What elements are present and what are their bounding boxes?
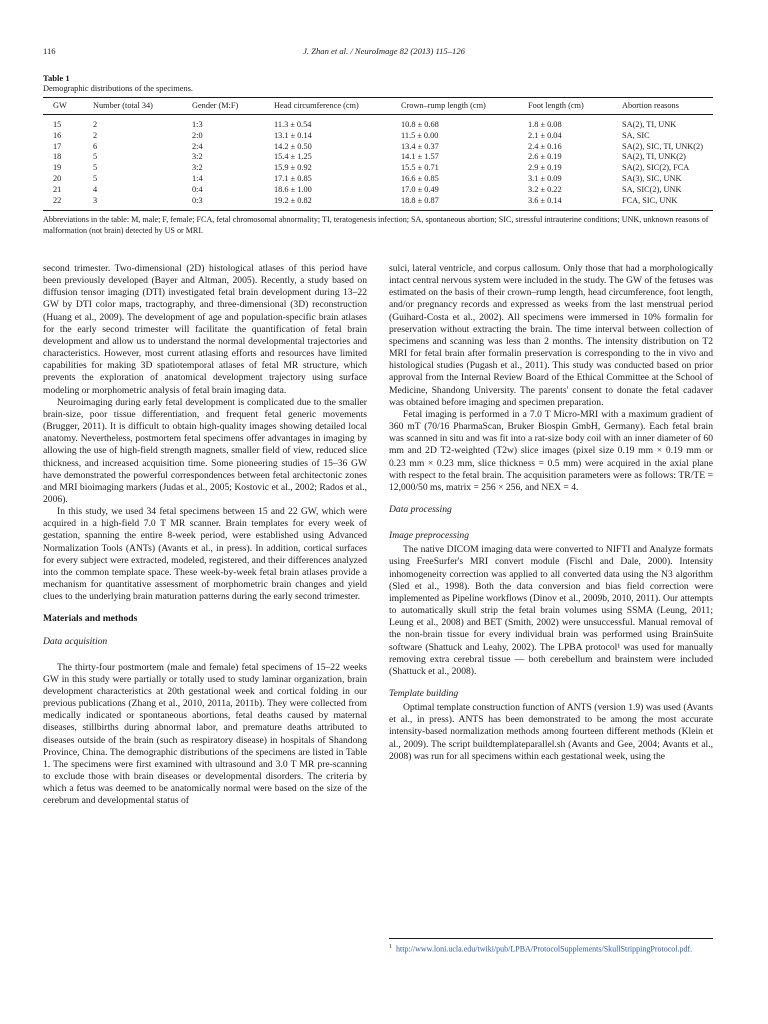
- table-cell: 14.2 ± 0.50: [274, 141, 312, 151]
- column-header: Gender (M:F): [182, 98, 264, 115]
- right-text-column: [389, 263, 713, 763]
- table-cell: 11.5 ± 0.00: [401, 130, 439, 140]
- table-cell: 15.9 ± 0.92: [274, 163, 312, 173]
- table-cell: 1:4: [192, 173, 203, 183]
- table-cell: 0:4: [192, 184, 203, 194]
- paragraph: The native DICOM imaging data were converted to NIFTI and Analyze formats using FreeSurfer's MRI convert module (Fischl and Dale, 2000). Intensity inhomogeneity correction was applied to all converted data using the N3 algorithm (Sled et al., 1998). Both the data conversion and bias field correction were implemented as Pipeline workflows (Dinov et al., 2009b, 2010, 2011). Our attempts to automatically skull strip the fetal brain volumes using SSMA (Leung, 2011; Leung et al., 2008) and BET (Smith, 2002) were unsuccessful. Manual removal of the non-brain tissue for every individual brain was performed using BrainSuite software (Shattuck and Leahy, 2002). The LPBA protocol¹ was used for manually removing extra cerebral tissue — both cerebellum and brainstem were included (Shattuck et al., 2008).: [389, 544, 713, 677]
- table-cell: 2: [93, 120, 98, 129]
- table-row: [43, 152, 713, 163]
- table-cell: 6: [93, 141, 98, 151]
- table-cell: 14.1 ± 1.57: [401, 152, 439, 162]
- paragraph: Fetal imaging is performed in a 7.0 T Micro-MRI with a maximum gradient of 360 mT (70/16 PharmaScan, Bruker Biospin GmbH, Germany). Each fetal brain was scanned in situ and was fit into a rat-size body coil with an inner diameter of 60 mm and 2D T2-weighted (T2w) slice images (pixel size 0.19 mm × 0.19 mm or 0.23 mm × 0.23 mm, slice thickness = 0.5 mm) were acquired in the axial plane with respect to the fetal brain. The acquisition parameters were as follows: TR/TE = 12,000/50 ms, matrix = 256 × 256, and NEX = 4.: [389, 408, 713, 493]
- table-cell: 10.8 ± 0.68: [401, 120, 439, 129]
- table-cell: 2:4: [192, 141, 203, 151]
- table-cell: 3:2: [192, 152, 203, 162]
- table-cell: 1.8 ± 0.08: [528, 120, 562, 129]
- table-cell: 18.6 ± 1.00: [274, 184, 312, 194]
- table-cell: SA, SIC(2), UNK: [622, 184, 682, 194]
- section-heading: Materials and methods: [43, 613, 138, 625]
- table-cell: SA(2), SIC, TI, UNK(2): [622, 141, 703, 151]
- left-text-column: [43, 263, 367, 808]
- column-header: Foot length (cm): [518, 98, 612, 115]
- footnote-marker: 1: [389, 944, 392, 950]
- table-cell: 21: [53, 184, 62, 194]
- table-cell: 22: [43, 196, 83, 211]
- subsubsection-heading: Template building: [389, 688, 459, 699]
- table-row: [43, 142, 713, 153]
- table-cell: 3:2: [192, 163, 203, 173]
- table-cell: 5: [93, 163, 98, 173]
- table-row: [43, 174, 713, 185]
- paragraph: second trimester. Two-dimensional (2D) histological atlases of this period have been previously developed (Bayer and Altman, 2005). Recently, a study based on diffusion tensor imaging (DTI) investigated fetal brain development during 13–22 GW by DTI color maps, tractography, and three-dimensional (3D) reconstruction (Huang et al., 2009). The development of age and population-specific brain atlases for the early second trimester will facilitate the quantification of fetal brain development and allow us to understand the normal developmental trajectories and characteristics. However, most current atlasing efforts and resources have limited capabilities for making 3D spatiotemporal atlases of fetal MR structure, which prevents the exploration of anatomical development trajectory using surface modeling or morphometric analysis of fetal brain imaging data.: [43, 263, 367, 396]
- paragraph: sulci, lateral ventricle, and corpus callosum. Only those that had a morphologically intact central nervous system were included in the study. The GW of the fetuses was estimated on the basis of their crown–rump length, head circumference, foot length, and/or pregnancy records and expressed as weeks from the last menstrual period (Guihard-Costa et al., 2002). All specimens were immersed in 10% formalin for preservation without extracting the brain. The time interval between collection of specimens and scanning was less than 2 months. The intensity distribution on T2 MRI for fetal brain after formalin preservation is corresponding to the in vivo and histological studies (Pugash et al., 2011). This study was conducted based on prior approval from the Internal Review Board of the Ethical Committee at the School of Medicine, Shandong University. The parents' consent to donate the fetal cadaver was obtained before imaging and specimen preparation.: [389, 263, 713, 408]
- table-cell: 1:3: [192, 120, 203, 129]
- subsubsection-heading: Image preprocessing: [389, 530, 470, 542]
- table-cell: 15: [53, 120, 62, 129]
- table-cell: 17.1 ± 0.85: [274, 173, 312, 183]
- table-cell: 2.6 ± 0.19: [528, 152, 562, 162]
- table-cell: 3: [83, 196, 182, 211]
- table-label: Table 1: [43, 73, 70, 83]
- table-cell: 18.8 ± 0.87: [391, 196, 518, 211]
- column-header: Head circumference (cm): [264, 98, 391, 115]
- table-cell: 2:0: [192, 130, 203, 140]
- page-number: 116: [43, 46, 56, 56]
- table-cell: 19: [53, 163, 62, 173]
- paragraph: Neuroimaging during early fetal development is complicated due to the smaller brain-size, poor tissue differentiation, and frequent fetal generic movements (Brugger, 2011). It is difficult to obtain high-quality images showing detailed local anatomy. Nevertheless, postmortem fetal specimens offer advantages in imaging by allowing the use of high-field strength magnets, smaller field of view, reduced slice thickness, and increased acquisition time. Some pioneering studies of 15–36 GW have demonstrated the powerful correspondences between fetal architectonic zones and MRI bioimaging markers (Judas et al., 2005; Kostovic et al., 2002; Rados et al., 2006).: [43, 396, 367, 505]
- table-cell: 13.1 ± 0.14: [274, 130, 312, 140]
- table-cell: SA(2), SIC(2), FCA: [622, 163, 690, 173]
- table-cell: 19.2 ± 0.82: [264, 196, 391, 211]
- table-cell: 5: [93, 152, 98, 162]
- paragraph: In this study, we used 34 fetal specimens between 15 and 22 GW, which were acquired in a high-field 7.0 T MR scanner. Brain templates for every week of gestation, spanning the entire 8-week period, were established using Advanced Normalization Tools (ANTs) (Avants et al., in press). In addition, cortical surfaces for every subject were extracted, modeled, registered, and their differences analyzed into the common template space. These week-by-week fetal brain atlases provide a mechanism for quantitative assessment of morphometric brain changes and yield clues to the underlying brain maturation patterns during the early second trimester.: [43, 506, 367, 603]
- column-header: GW: [43, 98, 83, 115]
- demographics-table: [43, 97, 713, 211]
- paragraph: The thirty-four postmortem (male and female) fetal specimens of 15–22 weeks GW in this study were partially or totally used to study laminar organization, brain development characteristics at 20th gestational week and cortical folding in our previous publications (Zhang et al., 2010, 2011a, 2011b). They were collected from medically indicated or spontaneous abortions, fetal deaths caused by maternal diseases, stillbirths during abnormal labor, and premature deaths attributed to diseases outside of the brain (such as respiratory disease) in hospitals of Shandong Province, China. The demographic distributions of the specimens are listed in Table 1. The specimens were first examined with ultrasound and 3.0 T MR pre-scanning to exclude those with brain diseases or developmental disorders. The criteria by which a fetus was deemed to be anatomically normal were based on the size of the cerebrum and developmental status of: [43, 661, 367, 807]
- table-cell: 2: [93, 130, 98, 140]
- paragraph: Optimal template construction function of ANTS (version 1.9) was used (Avants et al., in press). ANTS has been demonstrated to be among the most accurate intensity-based normalization methods among fourteen different methods (Klein et al., 2009). The script buildtemplateparallel.sh (Avants and Gee, 2004; Avants et al., 2008) was run for all specimens within each gestational week, using the: [389, 702, 713, 762]
- subsection-heading: Data processing: [389, 503, 452, 515]
- table-cell: 18: [53, 152, 62, 162]
- table-cell: 2.4 ± 0.16: [528, 141, 562, 151]
- table-cell: 0:3: [182, 196, 264, 211]
- table-cell: 17: [53, 141, 62, 151]
- table-cell: 16.6 ± 0.85: [401, 173, 439, 183]
- table-caption: Demographic distributions of the specimens.: [43, 84, 194, 93]
- footnote: [389, 938, 713, 955]
- table-row: [43, 163, 713, 174]
- column-header: Abortion reasons: [612, 98, 713, 115]
- table-cell: SA, SIC: [622, 130, 650, 140]
- table-row: [43, 196, 713, 211]
- table-header-row: [43, 98, 713, 115]
- table-cell: 15.4 ± 1.25: [274, 152, 312, 162]
- column-header: Crown–rump length (cm): [391, 98, 518, 115]
- table-cell: 2.9 ± 0.19: [528, 163, 562, 173]
- table-cell: 16: [53, 130, 62, 140]
- table-footnote: Abbreviations in the table: M, male; F, female; FCA, fetal chromosomal abnormality; TI, teratogenesis infection; SA, spontaneous abortion; SIC, stressful intrauterine conditions; UNK, unknown reasons of malformation (not brain) detected by US or MRI.: [43, 215, 709, 235]
- table-cell: 4: [93, 184, 98, 194]
- table-cell: 3.6 ± 0.14: [518, 196, 612, 211]
- footnote-link[interactable]: http://www.loni.ucla.edu/twiki/pub/LPBA/ProtocolSupplements/SkullStrippingProtocol.pdf.: [396, 944, 693, 954]
- table-cell: 2.1 ± 0.04: [528, 130, 562, 140]
- table-cell: 5: [93, 173, 98, 183]
- table-row: [43, 115, 713, 131]
- table-row: [43, 131, 713, 142]
- subsection-heading: Data acquisition: [43, 635, 108, 647]
- table-cell: 3.2 ± 0.22: [528, 184, 562, 194]
- running-title: J. Zhan et al. / NeuroImage 82 (2013) 115–126: [303, 46, 465, 56]
- table-cell: FCA, SIC, UNK: [612, 196, 713, 211]
- table-cell: 15.5 ± 0.71: [401, 163, 439, 173]
- table-cell: SA(2), TI, UNK: [622, 120, 677, 129]
- table-cell: 13.4 ± 0.37: [401, 141, 439, 151]
- table-row: [43, 185, 713, 196]
- table-cell: 3.1 ± 0.09: [528, 173, 562, 183]
- table-cell: 20: [53, 173, 62, 183]
- table-cell: SA(3), SIC, UNK: [622, 173, 682, 183]
- table-cell: SA(2), TI, UNK(2): [622, 152, 686, 162]
- column-header: Number (total 34): [83, 98, 182, 115]
- table-cell: 17.0 ± 0.49: [401, 184, 439, 194]
- table-cell: 11.3 ± 0.54: [274, 120, 312, 129]
